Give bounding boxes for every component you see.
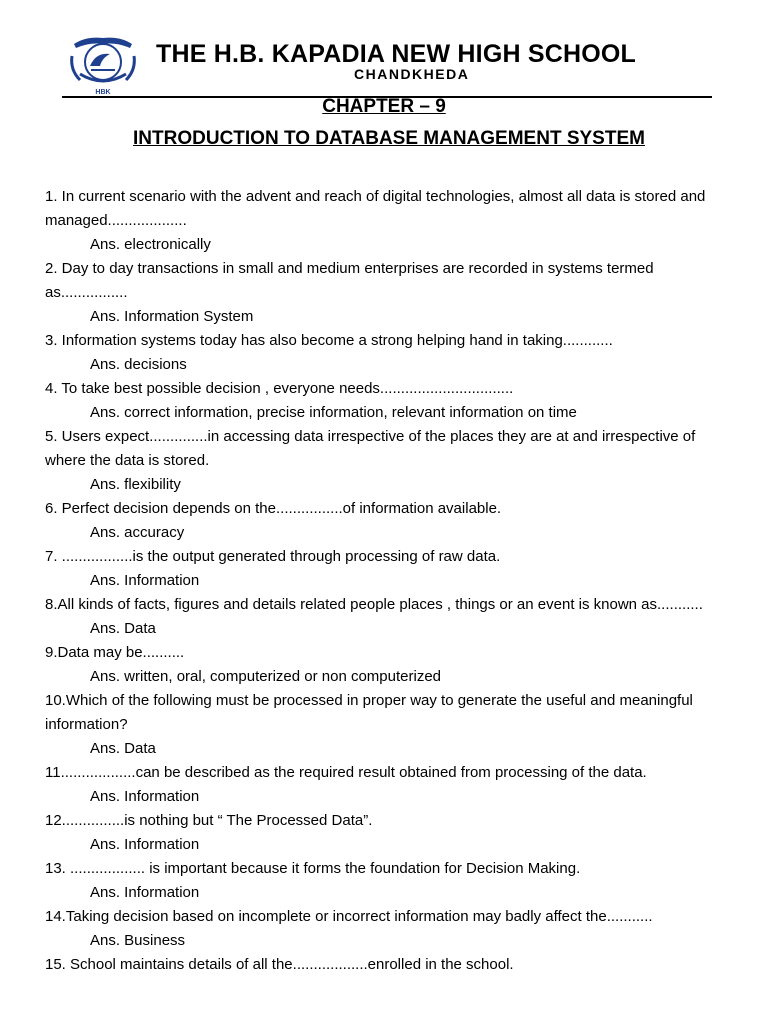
answer-text: Ans. decisions xyxy=(90,356,187,373)
question-text: 15. School maintains details of all the..................enrolled in the school. xyxy=(45,956,514,973)
answer-text: Ans. electronically xyxy=(90,236,211,253)
question-text: 8.All kinds of facts, figures and details related people places , things or an event is known as........... xyxy=(45,596,703,613)
question-text: 14.Taking decision based on incomplete or incorrect information may badly affect the........... xyxy=(45,908,653,925)
question-text: 1. In current scenario with the advent and reach of digital technologies, almost all data is stored and managed................... xyxy=(45,188,706,229)
question-text: 2. Day to day transactions in small and medium enterprises are recorded in systems termed as................ xyxy=(45,260,654,301)
answer-text: Ans. Information xyxy=(90,788,200,805)
answer-text: Ans. Information xyxy=(90,572,200,589)
answer-text: Ans. flexibility xyxy=(90,476,181,493)
answer-text: Ans. Data xyxy=(90,740,156,757)
school-header xyxy=(62,30,712,98)
answer-text: Ans. Information xyxy=(90,836,200,853)
question-text: 6. Perfect decision depends on the................of information available. xyxy=(45,500,502,517)
question-text: 9.Data may be.......... xyxy=(45,644,185,661)
chapter-title: INTRODUCTION TO DATABASE MANAGEMENT SYSTEM xyxy=(133,128,645,149)
question-text: 4. To take best possible decision , everyone needs................................ xyxy=(45,380,514,397)
question-answer-list xyxy=(45,185,735,977)
school-name: THE H.B. KAPADIA NEW HIGH SCHOOL xyxy=(156,40,637,68)
question-text: 12...............is nothing but “ The Processed Data”. xyxy=(45,812,373,829)
answer-text: Ans. Business xyxy=(90,932,186,949)
school-logo-icon xyxy=(66,34,140,96)
question-text: 7. .................is the output generated through processing of raw data. xyxy=(45,548,501,565)
question-text: 3. Information systems today has also become a strong helping hand in taking............ xyxy=(45,332,613,349)
answer-text: Ans. correct information, precise information, relevant information on time xyxy=(90,404,577,421)
answer-text: Ans. written, oral, computerized or non computerized xyxy=(90,668,441,685)
chapter-heading: CHAPTER – 9 xyxy=(322,96,446,117)
answer-text: Ans. accuracy xyxy=(90,524,185,541)
question-text: 5. Users expect..............in accessing data irrespective of the places they are at and irrespective of where the data is stored. xyxy=(45,428,696,469)
question-text: 10.Which of the following must be processed in proper way to generate the useful and meaningful information? xyxy=(45,692,693,733)
answer-text: Ans. Information System xyxy=(90,308,254,325)
question-text: 13. .................. is important because it forms the foundation for Decision Making. xyxy=(45,860,581,877)
answer-text: Ans. Data xyxy=(90,620,156,637)
answer-text: Ans. Information xyxy=(90,884,200,901)
question-text: 11..................can be described as the required result obtained from processing of the data. xyxy=(45,764,647,781)
school-location: CHANDKHEDA xyxy=(354,66,470,82)
logo-text: HBK xyxy=(95,89,111,96)
